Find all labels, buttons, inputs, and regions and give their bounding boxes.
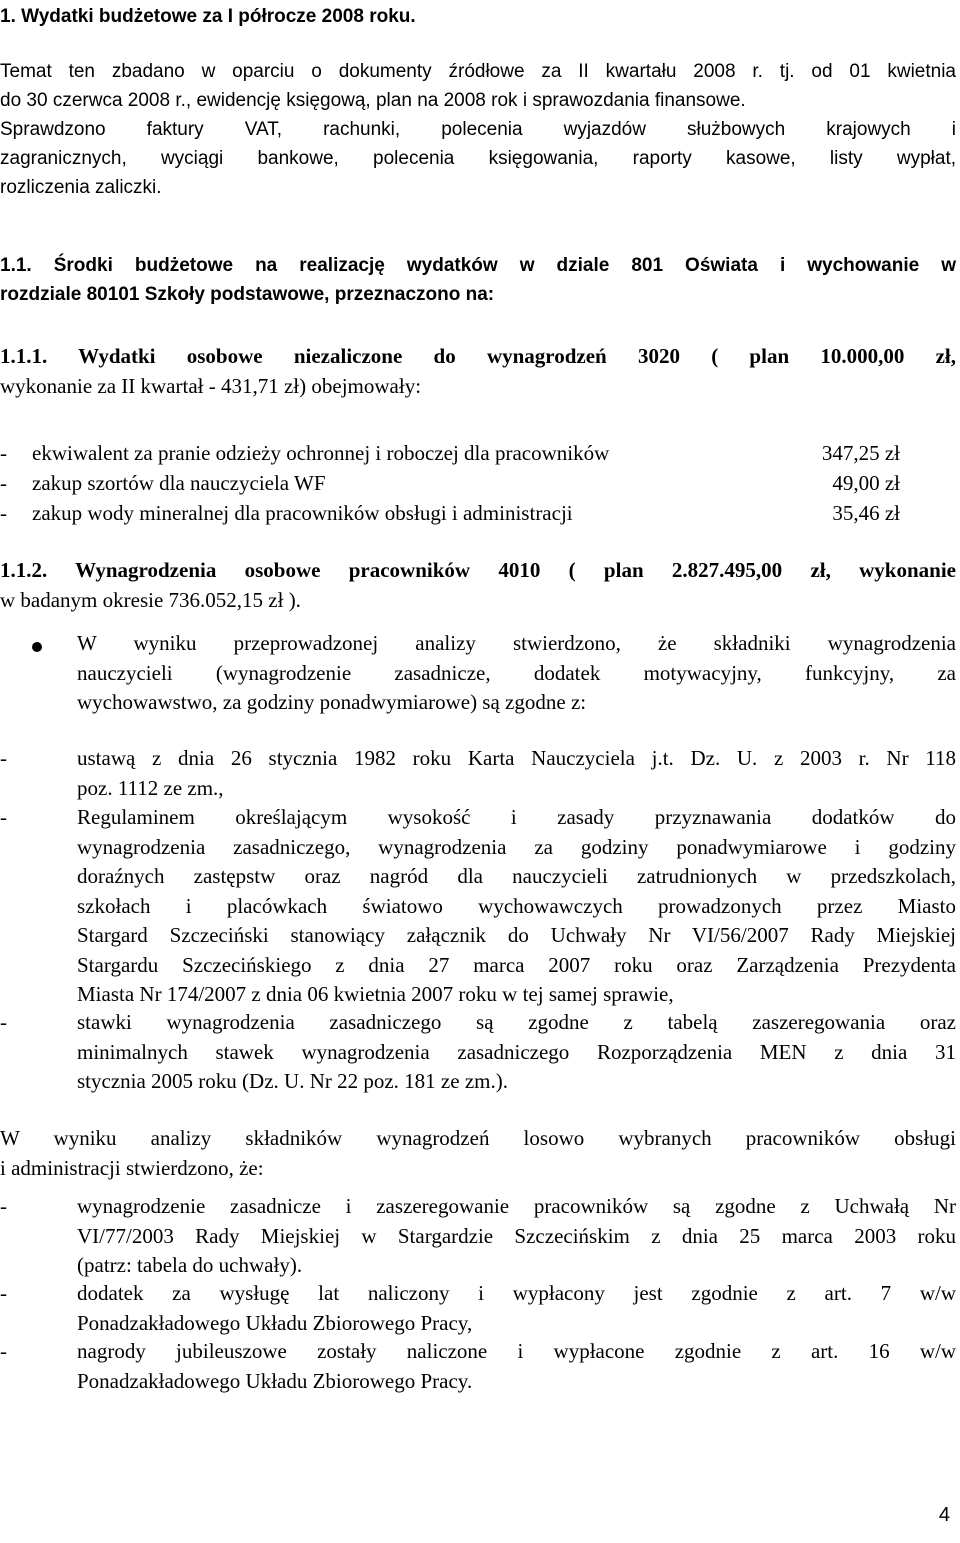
intro-paragraph: Temat ten zbadano w oparciu o dokumenty źródłowe za II kwartału 2008 r. tj. od 01 kwietnia do 30 czerwca 2008 r., ewidencję księgową, plan na 2008 rok i sprawozdania finansowe. Sprawdzono faktury VAT, rachunki, polecenia wyjazdów służbowych krajowych i zagranicznych, wyciągi bankowe, polecenia księgowania, raporty kasowe, listy wypłat, rozliczenia zaliczki. <box>0 61 956 198</box>
expense-row: - ekwiwalent za pranie odzieży ochronnej i roboczej dla pracowników 347,25 zł <box>0 441 900 465</box>
section-1-1-1-paragraph: 1.1.1. Wydatki osobowe niezaliczone do wynagrodzeń 3020 ( plan 10.000,00 zł, wykonanie za II kwartał - 431,71 zł) obejmowały: <box>0 344 956 398</box>
admin-item: - wynagrodzenie zasadnicze i zaszeregowanie pracowników są zgodne z Uchwałą Nr VI/77/2003 Rady Miejskiej w Stargardzie Szczecińskim z dnia 25 marca 2003 roku (patrz: tabela do uchwały). <box>0 1194 956 1277</box>
section-1-1-2-paragraph: 1.1.2. Wynagrodzenia osobowe pracowników 4010 ( plan 2.827.495,00 zł, wykonanie w badanym okresie 736.052,15 zł ). <box>0 558 956 612</box>
page-number: 4 <box>938 1504 950 1526</box>
bullet-paragraph: W wyniku przeprowadzonej analizy stwierdzono, że składniki wynagrodzenia nauczycieli (wynagrodzenie zasadnicze, dodatek motywacyjny, funkcyjny, za wychowawstwo, za godziny ponadwymiarowe) są zgodne z: <box>0 629 956 718</box>
expense-row: - zakup wody mineralnej dla pracowników obsługi i administracji 35,46 zł <box>0 501 900 525</box>
admin-paragraph: W wyniku analizy składników wynagrodzeń losowo wybranych pracowników obsługi i administracji stwierdzono, że: <box>0 1126 956 1180</box>
compliance-item: - Regulaminem określającym wysokość i zasady przyznawania dodatków do wynagrodzenia zasadniczego, wynagrodzenia za godziny ponadwymiarowe i godziny doraźnych zastępstw oraz nagród dla nauczycieli zatrudnionych w przedszkolach, szkołach i placówkach światowo wychowawczych prowadzonych przez Miasto Stargard Szczeciński stanowiący załącznik do Uchwały Nr VI/56/2007 Rady Miejskiej Stargardu Szczecińskiego z dnia 27 marca 2007 roku oraz Zarządzenia Prezydenta Miasta Nr 174/2007 z dnia 06 kwietnia 2007 roku w tej samej sprawie, <box>0 805 956 1006</box>
admin-item: - nagrody jubileuszowe zostały naliczone i wypłacone zgodnie z art. 16 w/w Ponadzakładowego Układu Zbiorowego Pracy. <box>0 1339 956 1393</box>
expense-row: - zakup szortów dla nauczyciela WF 49,00 zł <box>0 471 900 495</box>
section-1-1-heading: 1.1. Środki budżetowe na realizację wydatków w dziale 801 Oświata i wychowanie w rozdziale 80101 Szkoły podstawowe, przeznaczono na: <box>0 255 956 305</box>
compliance-item: - stawki wynagrodzenia zasadniczego są zgodne z tabelą zaszeregowania oraz minimalnych stawek wynagrodzenia zasadniczego Rozporządzenia MEN z dnia 31 stycznia 2005 roku (Dz. U. Nr 22 poz. 181 ze zm.). <box>0 1010 956 1093</box>
compliance-item: - ustawą z dnia 26 stycznia 1982 roku Karta Nauczyciela j.t. Dz. U. z 2003 r. Nr 118 poz. 1112 ze zm., <box>0 746 956 800</box>
bullet-icon <box>32 642 42 652</box>
admin-item: - dodatek za wysługę lat naliczony i wypłacony jest zgodnie z art. 7 w/w Ponadzakładowego Układu Zbiorowego Pracy, <box>0 1281 956 1335</box>
page-heading: 1. Wydatki budżetowe za I półrocze 2008 roku. <box>0 6 416 27</box>
